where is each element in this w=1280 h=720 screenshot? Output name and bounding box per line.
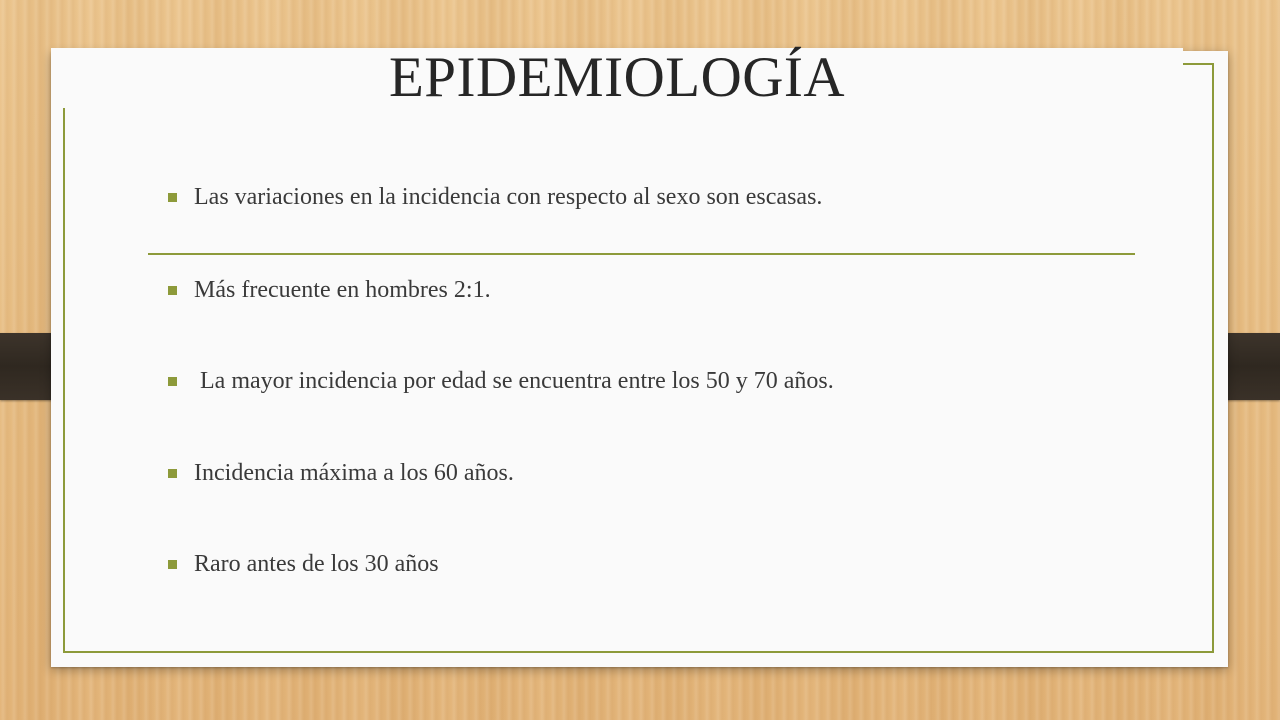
- slide-title: EPIDEMIOLOGÍA: [51, 48, 1183, 108]
- square-bullet-icon: [168, 286, 177, 295]
- bullet-item-4: [168, 459, 514, 487]
- bullet-text: Las variaciones en la incidencia con respecto al sexo son escasas.: [194, 184, 823, 210]
- slide-card: [51, 46, 1228, 667]
- bullet-item-2: [168, 276, 491, 304]
- square-bullet-icon: [168, 560, 177, 569]
- bullet-item-3: [168, 367, 834, 395]
- square-bullet-icon: [168, 193, 177, 202]
- bullet-text: La mayor incidencia por edad se encuentra entre los 50 y 70 años.: [194, 368, 834, 394]
- bullet-text: Incidencia máxima a los 60 años.: [194, 460, 514, 486]
- square-bullet-icon: [168, 377, 177, 386]
- bullet-text: Más frecuente en hombres 2:1.: [194, 277, 491, 303]
- bullet-item-1: [168, 183, 822, 211]
- square-bullet-icon: [168, 469, 177, 478]
- bullet-text: Raro antes de los 30 años: [194, 551, 439, 577]
- separator-line: [148, 253, 1135, 255]
- bullet-item-5: [168, 550, 439, 578]
